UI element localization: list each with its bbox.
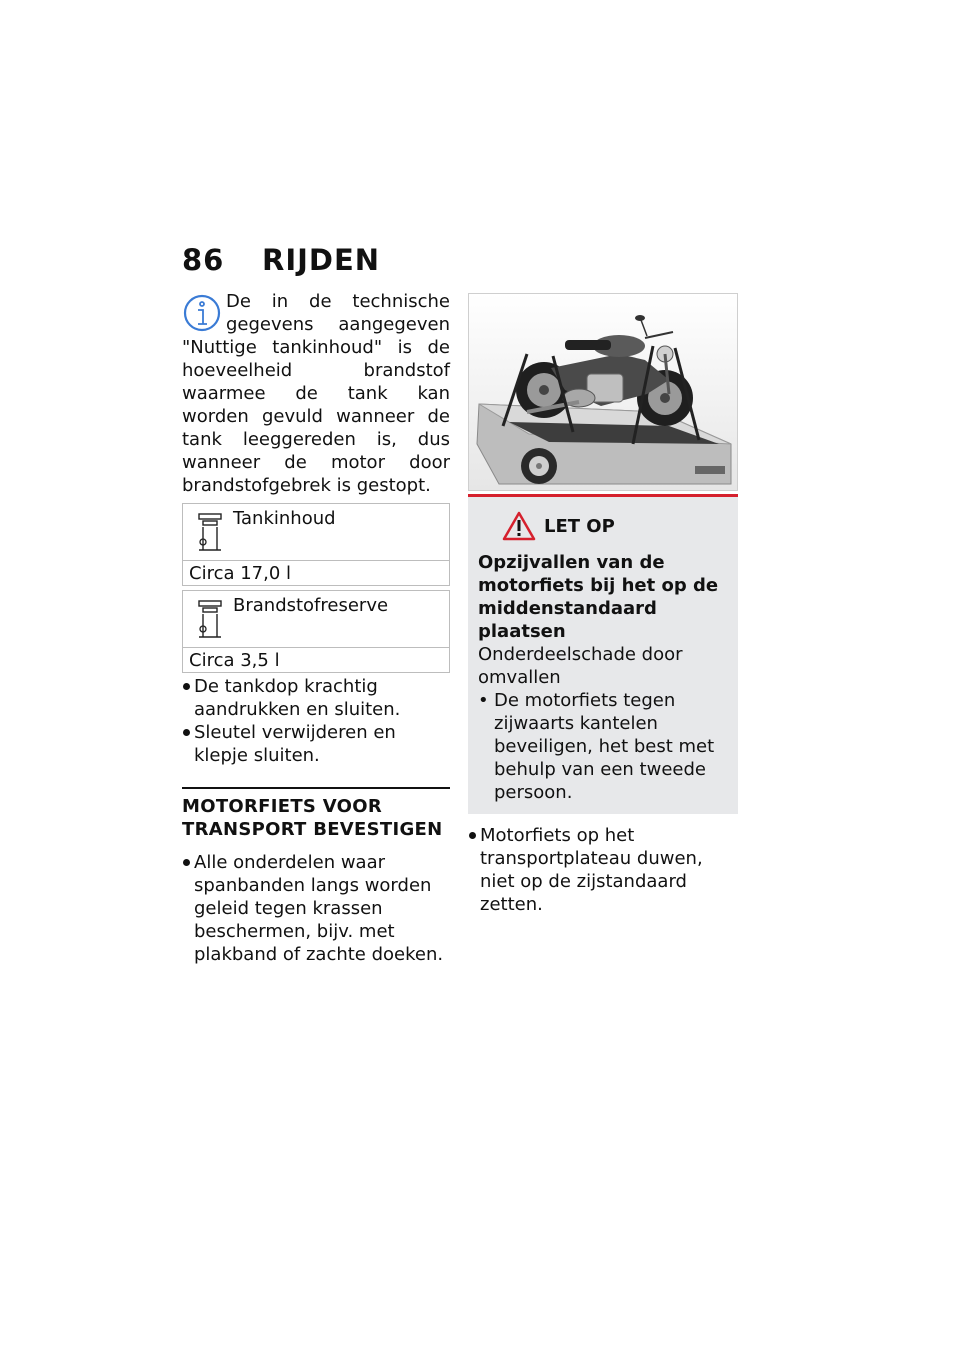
spec-box-header [183, 504, 449, 561]
warning-title: LET OP [544, 515, 615, 537]
warning-box [468, 494, 738, 814]
section-heading: MOTORFIETS VOOR TRANSPORT BEVESTIGEN [182, 796, 443, 840]
step-list [182, 675, 450, 767]
spec-box-header [183, 591, 449, 648]
fuel-gauge-icon [197, 512, 223, 552]
list-item: Motorfiets op het transportplateau duwen, niet op de zijstandaard zetten. [468, 824, 738, 916]
spec-label: Brandstofreserve [233, 595, 389, 616]
info-note [182, 290, 450, 497]
list-item: De tankdop krachtig aandrukken en sluiten. [182, 675, 450, 721]
fuel-gauge-icon [197, 599, 223, 639]
spec-box-tank-capacity [182, 503, 450, 586]
list-item: Alle onderdelen waar spanbanden langs worden geleid tegen krassen beschermen, bijv. met plakband of zachte doeken. [182, 851, 450, 966]
warning-heading: Opzijvallen van de motorfiets bij het op de middenstandaard plaatsen [478, 552, 719, 642]
warning-text: Onderdeelschade door omvallen [478, 644, 683, 688]
spec-value: Circa 17,0 l [189, 563, 292, 584]
list-item: • De motorfiets tegen zijwaarts kantelen beveiligen, het best met behulp van een tweede persoon. [478, 689, 728, 804]
section-step-list [182, 851, 450, 966]
motorcycle-on-trailer-photo [468, 293, 738, 491]
info-note-text: De in de technische gegevens aangegeven "Nuttige tankinhoud" is de hoeveelheid brandstof waarmee de tank kan worden gevuld wanneer de tank leeggereden is, dus wanneer de motor door brandstofgebrek is gestopt. [182, 291, 450, 496]
step-list [468, 824, 738, 916]
left-column [182, 290, 450, 966]
spec-label: Tankinhoud [233, 508, 336, 529]
section-divider [182, 787, 450, 789]
info-icon [182, 292, 222, 334]
page-header [182, 243, 380, 277]
list-item: Sleutel verwijderen en klepje sluiten. [182, 721, 450, 767]
spec-value: Circa 3,5 l [189, 650, 280, 671]
chapter-title: RIJDEN [262, 243, 381, 277]
right-column [468, 293, 738, 916]
warning-list [478, 689, 728, 804]
warning-title-row [478, 509, 728, 543]
warning-triangle-icon [502, 511, 536, 541]
spec-box-fuel-reserve [182, 590, 450, 673]
page-number: 86 [182, 243, 225, 277]
